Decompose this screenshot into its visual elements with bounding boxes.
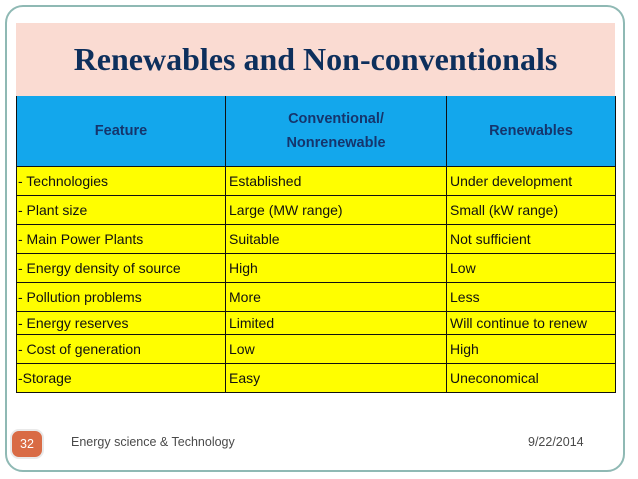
row-renewables-cell: Not sufficient: [447, 225, 616, 254]
table-row: [17, 312, 616, 335]
row-feature-cell: - Energy density of source: [17, 254, 226, 283]
row-conventional-cell: More: [226, 283, 447, 312]
row-conventional-cell: Large (MW range): [226, 196, 447, 225]
table-row: [17, 335, 616, 364]
row-feature-cell: - Energy reserves: [17, 312, 226, 335]
header-conventional: [226, 96, 447, 167]
row-conventional-cell: Limited: [226, 312, 447, 335]
page-number-badge: 32: [10, 429, 44, 459]
row-conventional-cell: Easy: [226, 364, 447, 393]
row-feature-cell: - Plant size: [17, 196, 226, 225]
row-conventional-cell: Suitable: [226, 225, 447, 254]
header-feature: Feature: [17, 96, 226, 167]
row-feature-cell: - Cost of generation: [17, 335, 226, 364]
row-feature-cell: - Pollution problems: [17, 283, 226, 312]
row-conventional-cell: Low: [226, 335, 447, 364]
comparison-table: [16, 96, 616, 393]
table-row: [17, 364, 616, 393]
table-row: [17, 225, 616, 254]
row-renewables-cell: Under development: [447, 167, 616, 196]
footer-text: Energy science & Technology: [71, 435, 235, 449]
row-feature-cell: - Main Power Plants: [17, 225, 226, 254]
row-renewables-cell: Small (kW range): [447, 196, 616, 225]
slide-title: Renewables and Non-conventionals: [73, 41, 558, 77]
footer-date: 9/22/2014: [528, 435, 584, 449]
header-conventional-line1: Conventional/: [288, 111, 384, 127]
table-row: [17, 283, 616, 312]
header-row: [17, 96, 616, 167]
table-row: [17, 196, 616, 225]
table-row: [17, 167, 616, 196]
row-feature-cell: -Storage: [17, 364, 226, 393]
header-conventional-line2: Nonrenewable: [286, 135, 386, 151]
row-renewables-cell: Uneconomical: [447, 364, 616, 393]
row-renewables-cell: Low: [447, 254, 616, 283]
row-renewables-cell: High: [447, 335, 616, 364]
table-row: [17, 254, 616, 283]
header-renewables: Renewables: [447, 96, 616, 167]
row-feature-cell: - Technologies: [17, 167, 226, 196]
row-conventional-cell: High: [226, 254, 447, 283]
row-conventional-cell: Established: [226, 167, 447, 196]
row-renewables-cell: Less: [447, 283, 616, 312]
row-renewables-cell: Will continue to renew: [447, 312, 616, 335]
title-band: [16, 23, 615, 96]
